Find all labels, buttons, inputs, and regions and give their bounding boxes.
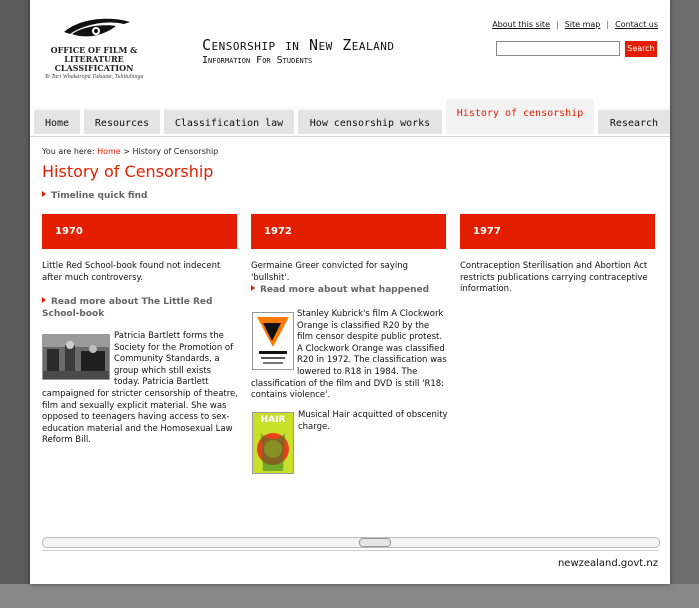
hair-poster-title: HAIR	[260, 415, 286, 425]
read-more-little-red-school-book-link[interactable]: Read more about The Little Red School-book	[42, 297, 213, 319]
breadcrumb-home-link[interactable]: Home	[97, 147, 121, 156]
breadcrumb: You are here: Home > History of Censorship	[42, 147, 219, 156]
year-heading-1972: 1972	[251, 214, 446, 249]
tab-classification-law[interactable]: Classification law	[164, 108, 294, 134]
entry-hair-musical: Musical Hair acquitted of obscenity charge.	[298, 410, 448, 432]
logo-text: OFFICE OF FILM & LITERATURE CLASSIFICATION	[50, 45, 138, 73]
window-backdrop-bottom	[0, 584, 699, 608]
page-title: History of Censorship	[42, 162, 214, 181]
search-input[interactable]	[496, 41, 620, 56]
year-heading-1970: 1970	[42, 214, 237, 249]
utility-links: About this site | Site map | Contact us	[492, 20, 658, 29]
read-more-what-happened-link[interactable]: Read more about what happened	[251, 284, 441, 296]
tab-research[interactable]: Research	[598, 108, 670, 134]
site-logo[interactable]	[40, 16, 148, 86]
timeline-quick-find-link[interactable]: Timeline quick find	[42, 191, 147, 201]
site-subtitle: Information For Students	[202, 55, 313, 66]
arrow-right-icon	[42, 297, 46, 303]
entry-little-red-school-book: Little Red School-book found not indecent after much controversy.	[42, 261, 221, 283]
horizontal-scrollbar[interactable]	[42, 537, 660, 548]
nav-divider	[30, 136, 670, 137]
entry-contraception-act: Contraception Sterilisation and Abortion Act restricts publications carrying contraceptive information.	[460, 261, 648, 295]
search-button[interactable]: Search	[625, 41, 657, 57]
page	[30, 0, 670, 584]
contact-us-link[interactable]: Contact us	[615, 20, 658, 29]
tab-how-censorship-works[interactable]: How censorship works	[298, 108, 442, 134]
hair-musical-poster	[252, 412, 294, 474]
arrow-right-icon	[42, 191, 46, 197]
entry-germaine-greer: Germaine Greer convicted for saying 'bullshit'.	[251, 261, 409, 283]
scrollbar-thumb[interactable]	[359, 538, 391, 547]
tab-history-of-censorship[interactable]: History of censorship	[446, 98, 594, 134]
entry-clockwork-orange: Stanley Kubrick's film A Clockwork Orange is classified R20 by the film censor despite public protest. A Clockwork Orange was classified R20 in 1972. The classification was lowered to R18 in 1984. The classification of the film and DVD is still 'R18: contains violence'.	[251, 309, 447, 401]
arrow-right-icon	[251, 285, 255, 291]
window-backdrop-left	[0, 0, 30, 608]
site-map-link[interactable]: Site map	[564, 20, 601, 29]
entry-patricia-bartlett: Patricia Bartlett forms the Society for the Promotion of Community Standards, a group which still exists today. Patricia Bartlett campaigned for stricter censorship of theatre, film and sexually explicit material. She was opposed to teenagers having access to sex-education material and the Homosexual Law Reform Bill.	[42, 331, 238, 446]
tab-home[interactable]: Home	[34, 108, 80, 134]
logo-tagline: Te Tari Whakarōpū Tukuata, Tuhituhinga	[44, 74, 144, 80]
tab-resources[interactable]: Resources	[84, 108, 160, 134]
site-title: Censorship in New Zealand	[202, 36, 395, 54]
footer-divider	[42, 550, 658, 551]
year-heading-1977: 1977	[460, 214, 655, 249]
breadcrumb-current: History of Censorship	[132, 147, 219, 156]
about-this-site-link[interactable]: About this site	[492, 20, 550, 29]
newzealand-govt-logo[interactable]: newzealand.govt.nz	[557, 558, 658, 569]
main-nav	[30, 96, 670, 136]
eye-logo-icon	[62, 16, 132, 44]
